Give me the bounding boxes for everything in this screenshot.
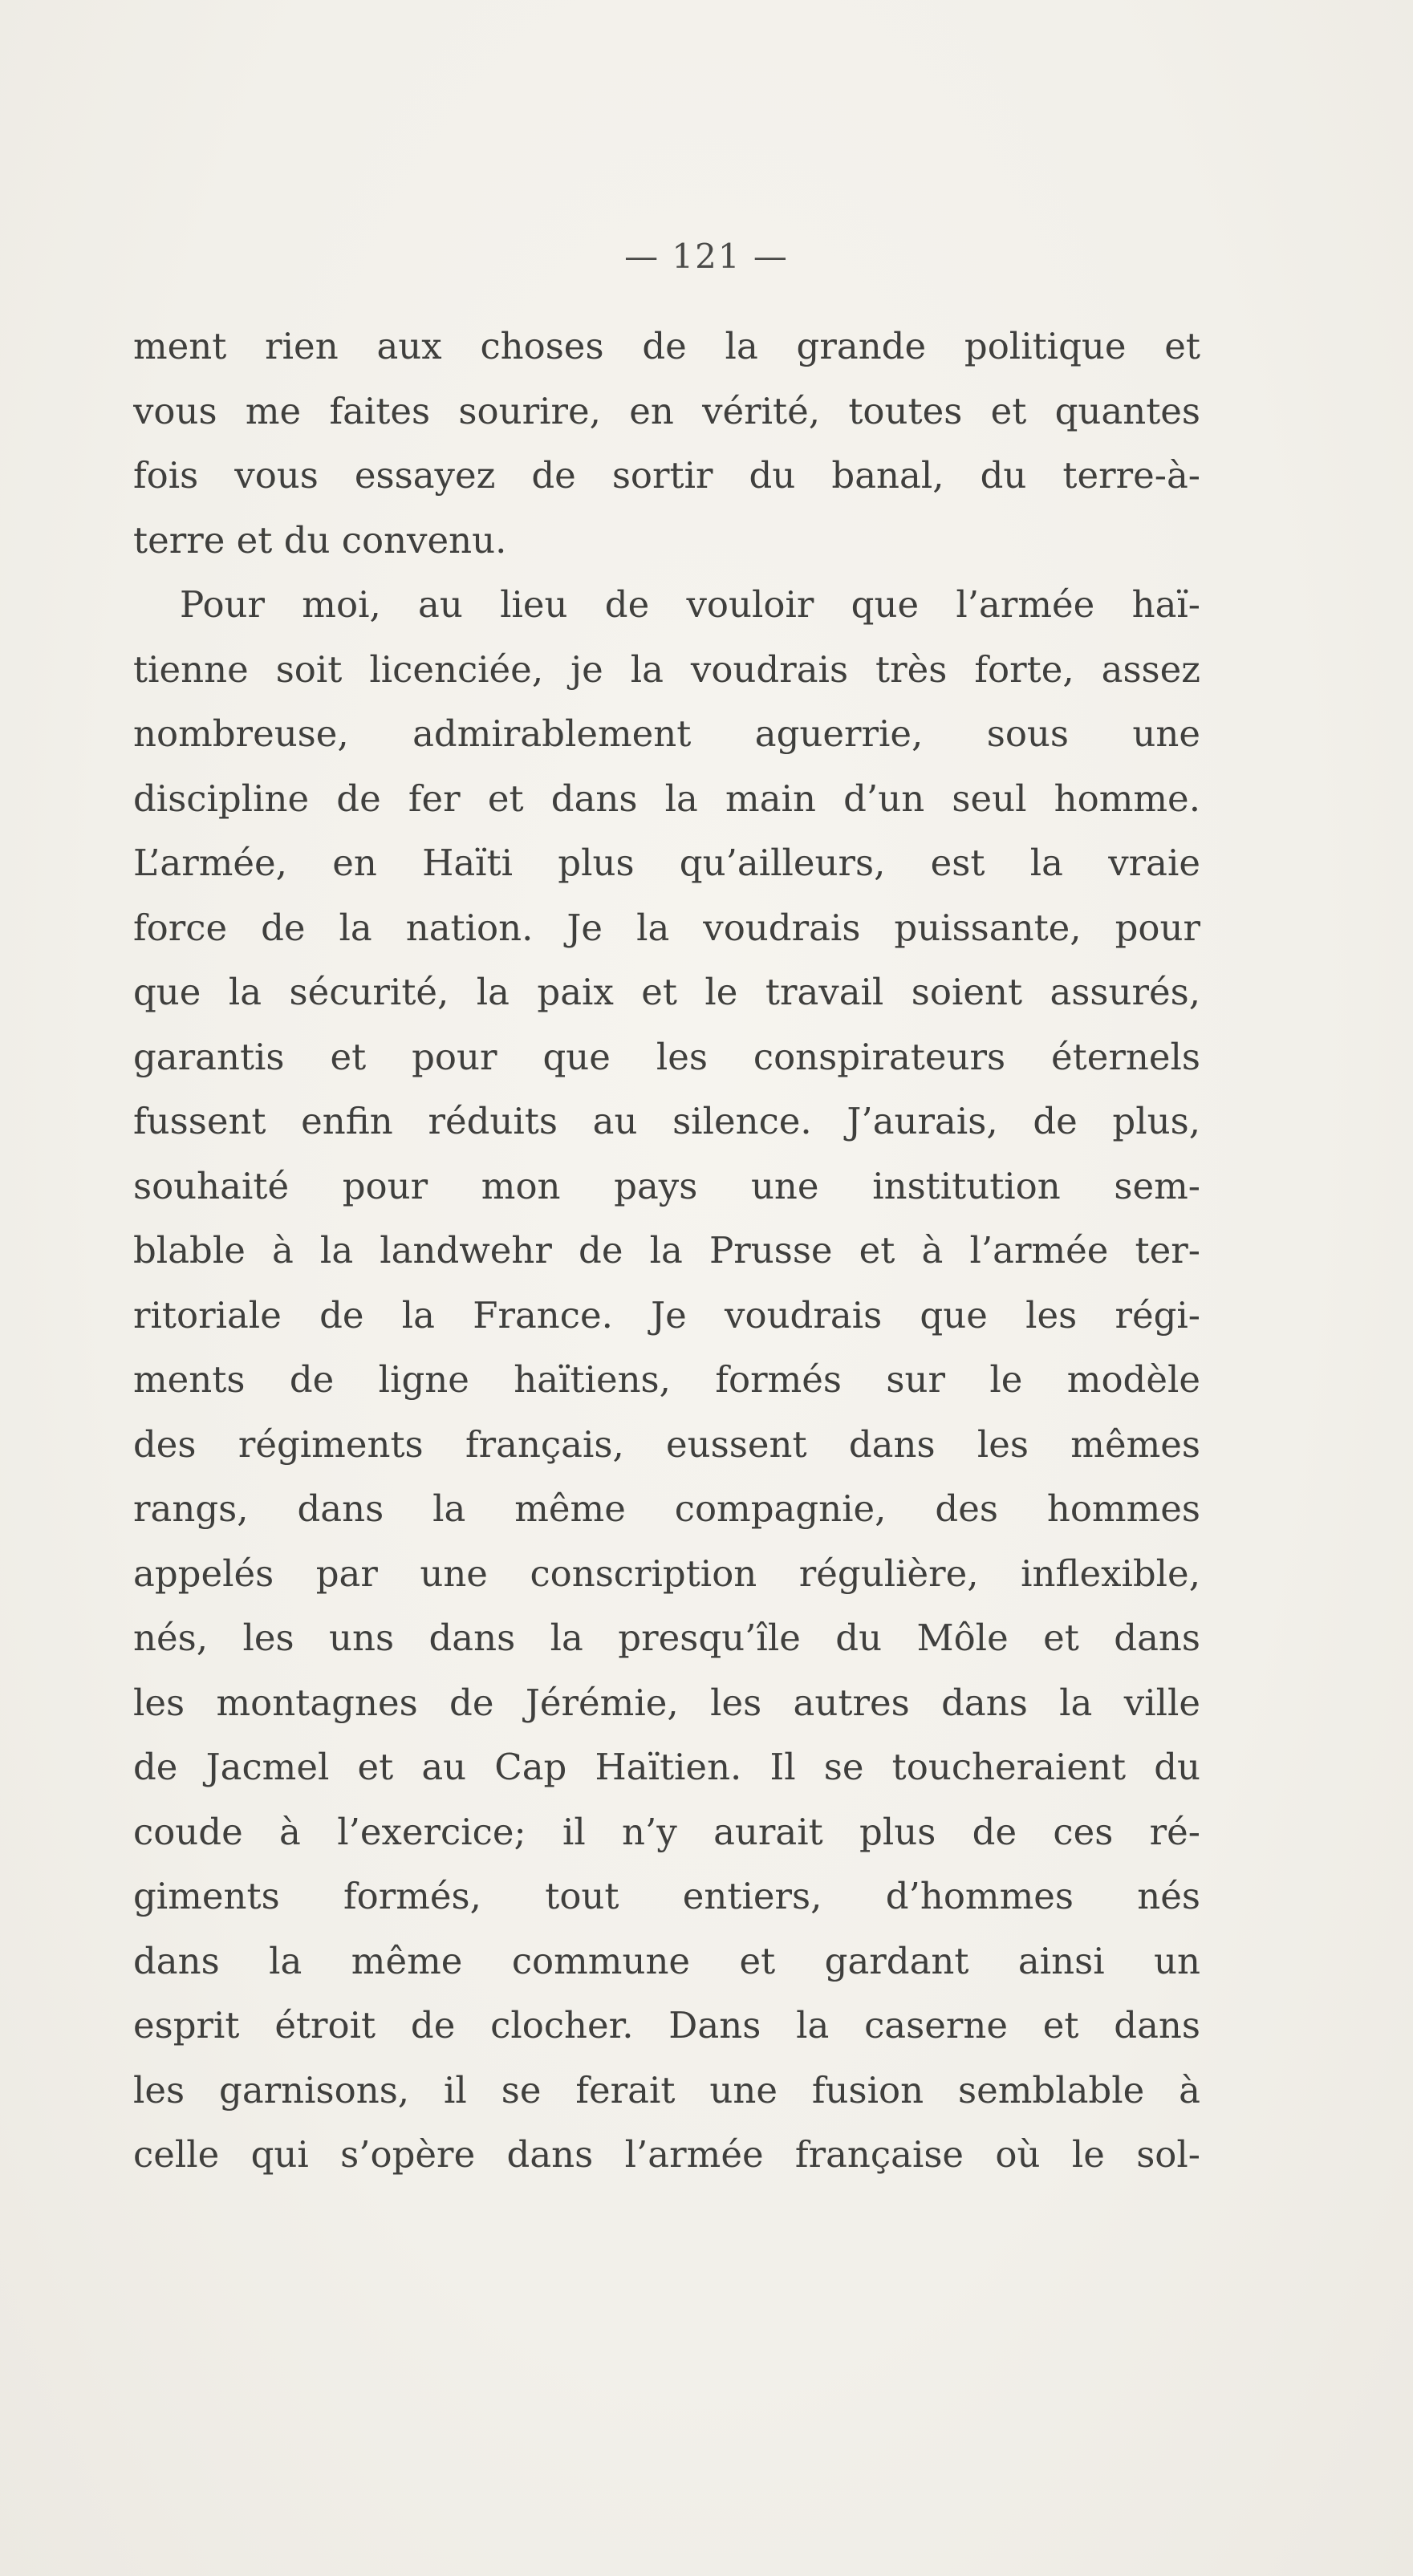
- text-line: nombreuse, admirablement aguerrie, sous une: [133, 712, 1200, 755]
- text-line: de Jacmel et au Cap Haïtien. Il se toucheraient du: [133, 1746, 1200, 1788]
- text-line: Pour moi, au lieu de vouloir que l’armée haï-: [180, 583, 1200, 626]
- text-line: souhaité pour mon pays une institution sem-: [133, 1164, 1200, 1207]
- text-line: fois vous essayez de sortir du banal, du terre-à-: [133, 454, 1200, 497]
- text-line: rangs, dans la même compagnie, des hommes: [133, 1487, 1200, 1530]
- text-line: tienne soit licenciée, je la voudrais très forte, assez: [133, 647, 1200, 691]
- page-number: — 121 —: [624, 237, 789, 276]
- text-line: les garnisons, il se ferait une fusion semblable à: [133, 2068, 1200, 2112]
- text-line: celle qui s’opère dans l’armée française où le sol-: [133, 2133, 1200, 2176]
- text-line: giments formés, tout entiers, d’hommes nés: [133, 1875, 1200, 1917]
- text-line: appelés par une conscription régulière, inflexible,: [133, 1552, 1200, 1595]
- text-line: L’armée, en Haïti plus qu’ailleurs, est la vraie: [133, 842, 1200, 884]
- text-line: fussent enfin réduits au silence. J’aurais, de plus,: [133, 1100, 1200, 1142]
- text-line: ritoriale de la France. Je voudrais que les régi-: [133, 1293, 1200, 1337]
- text-line: que la sécurité, la paix et le travail soient assurés,: [133, 971, 1200, 1013]
- text-line: vous me faites sourire, en vérité, toutes et quantes: [133, 389, 1200, 432]
- text-line: des régiments français, eussent dans les mêmes: [133, 1422, 1200, 1466]
- text-line: ments de ligne haïtiens, formés sur le modèle: [133, 1358, 1200, 1401]
- text-line: blable à la landwehr de la Prusse et à l’armée ter-: [133, 1229, 1200, 1272]
- text-line: ment rien aux choses de la grande politique et: [133, 325, 1200, 367]
- text-line: dans la même commune et gardant ainsi un: [133, 1939, 1200, 1982]
- body-text: [133, 314, 1200, 2188]
- text-line: discipline de fer et dans la main d’un seul homme.: [133, 777, 1200, 820]
- text-line: garantis et pour que les conspirateurs éternels: [133, 1035, 1200, 1078]
- text-line: les montagnes de Jérémie, les autres dans la ville: [133, 1681, 1200, 1724]
- text-line: nés, les uns dans la presqu’île du Môle et dans: [133, 1617, 1200, 1659]
- text-line: esprit étroit de clocher. Dans la caserne et dans: [133, 2004, 1200, 2047]
- text-line: coude à l’exercice; il n’y aurait plus de ces ré-: [133, 1810, 1200, 1853]
- text-line: terre et du convenu.: [133, 518, 507, 562]
- text-line: force de la nation. Je la voudrais puissante, pour: [133, 906, 1200, 949]
